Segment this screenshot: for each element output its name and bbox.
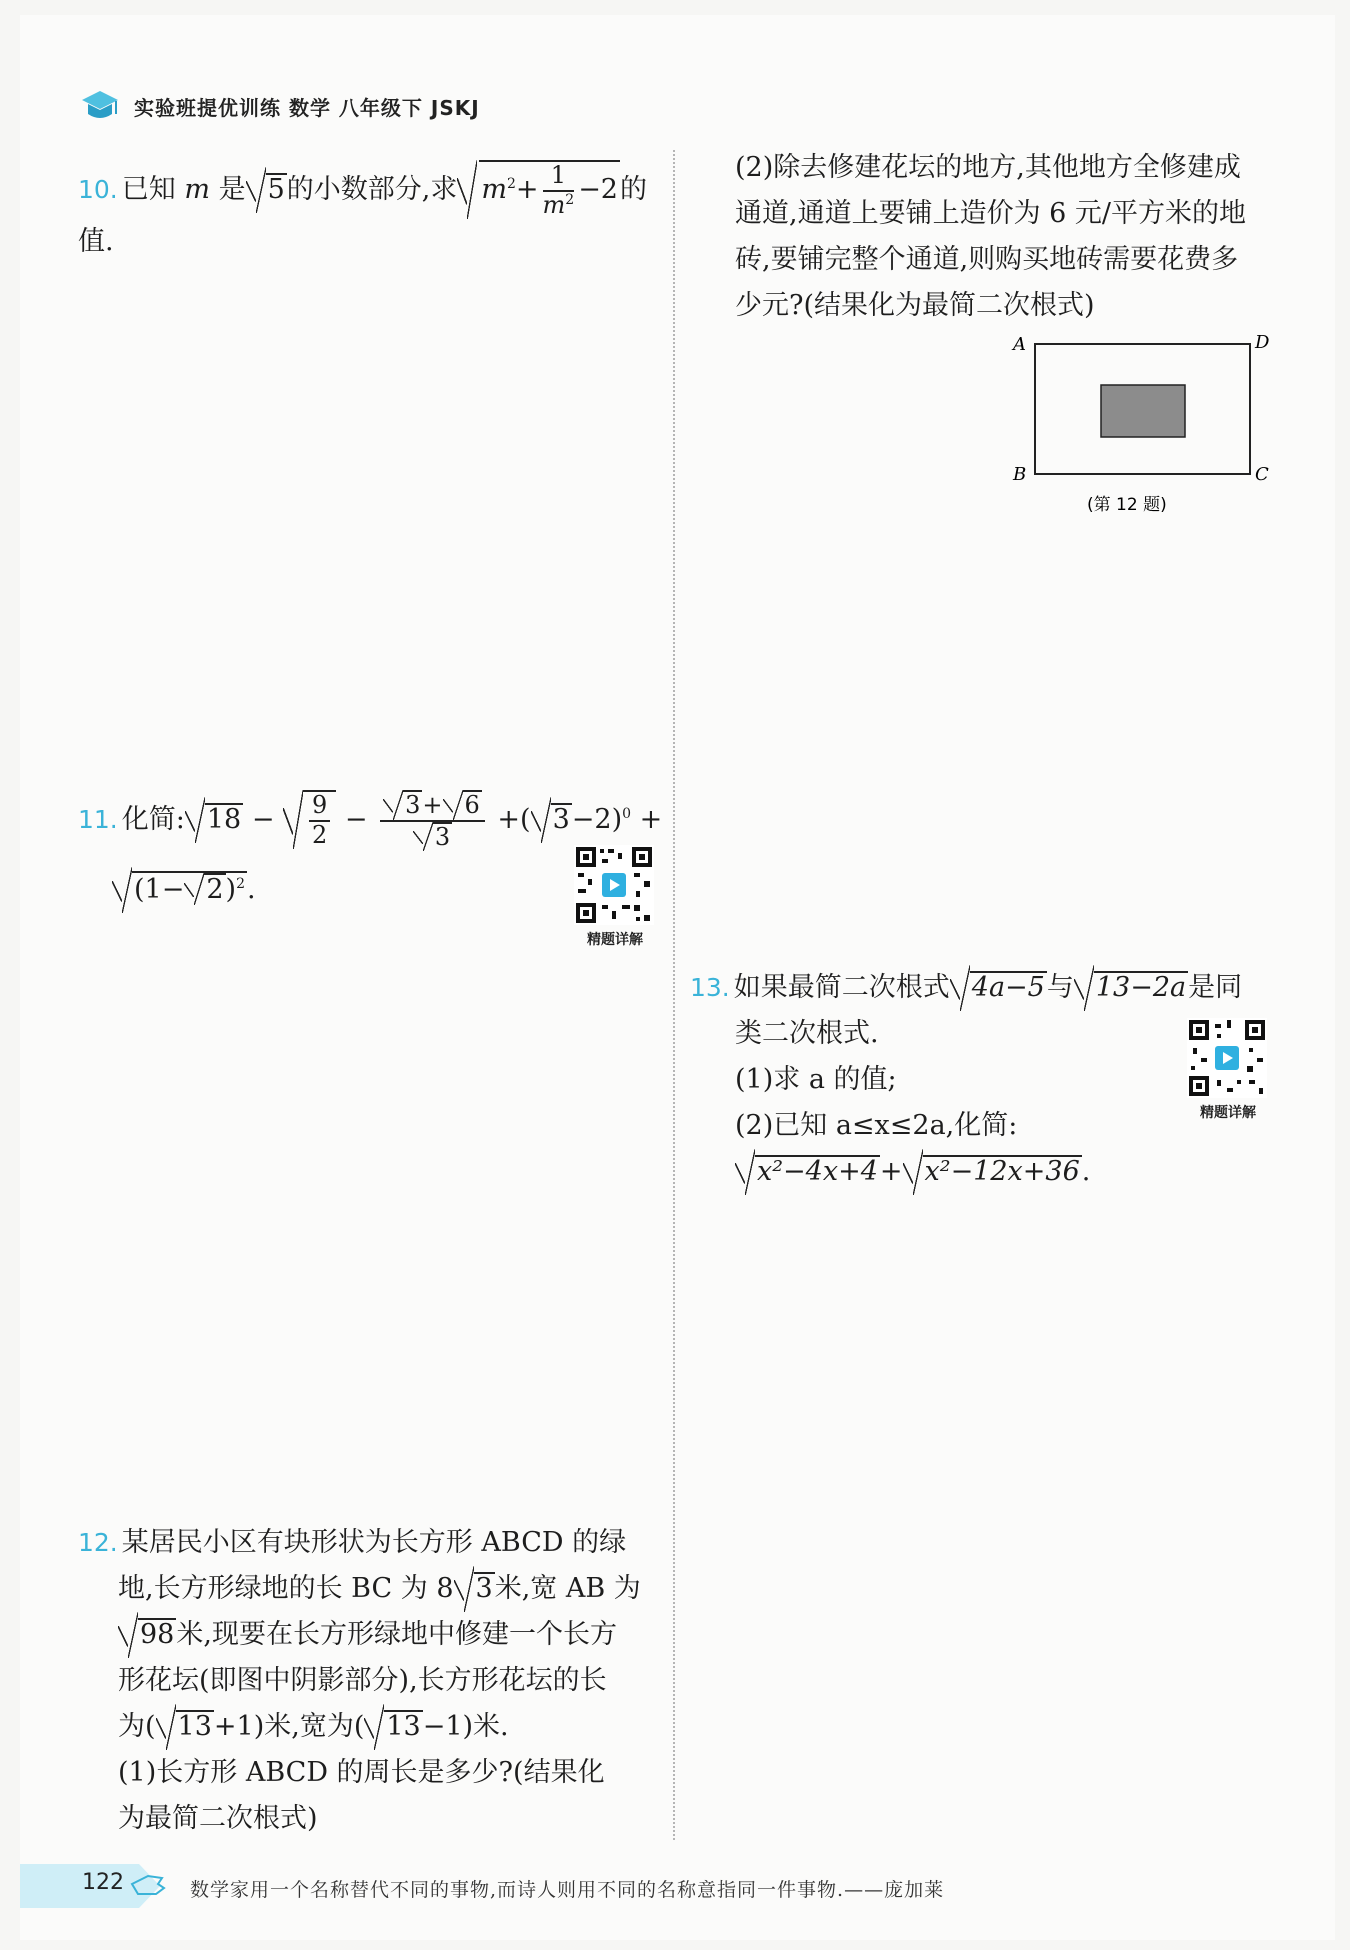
qr-code-icon [574,845,654,925]
qr-code-link[interactable] [574,845,656,949]
hand-pointer-icon [128,1866,168,1906]
qr-label: 精题详解 [1200,1105,1256,1121]
qr-code-link[interactable] [1187,1018,1269,1122]
problem-number: 12. [78,1528,118,1557]
text: 是 [218,174,246,206]
footer-quote: 数学家用一个名称替代不同的事物,而诗人则用不同的名称意指同一件事物.——庞加莱 [190,1879,945,1901]
text: 已知 [121,174,176,206]
figure-caption: (第 12 题) [1087,495,1167,515]
radical: 5 [246,167,287,213]
label-C: C [1255,464,1269,485]
label-B: B [1013,464,1027,485]
graduation-cap-icon [78,86,122,126]
radical: 18 [185,797,243,843]
problem-12: 12. 某居民小区有块形状为长方形 ABCD 的绿 地,长方形绿地的长 BC 为 8 3米,宽 AB 为 98米,现要在长方形绿地中修建一个长方 形花坛(即图中阴影部分),长方形花坛的长 为( 13+1)米,宽为( 13−1)米. (1)长方形 ABCD 的周长是多少?(结果化 为最简二次根式) [78,1527,641,1834]
qr-code-icon [1187,1018,1267,1098]
text: 的值. [78,174,647,258]
label-D: D [1255,332,1270,353]
problem-12-part-2: (2)除去修建花坛的地方,其他地方全修建成 通道,通道上要铺上造价为 6 元/平方米的地 砖,要铺完整个通道,则购买地砖需要花费多 少元?(结果化为最简二次根式) [735,152,1247,321]
math-var: m [184,174,210,206]
qr-label: 精题详解 [587,932,643,948]
problem-13: 13. 如果最简二次根式 4a−5与 13−2a是同 类二次根式. (1)求 a 的值; (2)已知 a≤x≤2a,化简: x²−4x+4+ x²−12x+36. [690,965,1290,1195]
problem-11: 11. 化简: 18 − $\frac{9}{2}$ − $\frac{3+ 6}{3}$ +( 3−2)$^0$ + $(1- 2)^2$. [78,790,678,913]
problem-10 [78,160,678,265]
fraction: $\frac{3+ 6}{3}$ [380,790,485,851]
shaded-flowerbed [1101,385,1185,437]
text: 的小数部分,求 [286,174,458,206]
rectangle-figure [1005,330,1280,530]
radical: $m^2+$ $\frac{1}{m^2}$ −2 [457,160,620,219]
label-A: A [1013,334,1026,355]
problem-number: 11. [78,805,118,835]
book-title: 实验班提优训练 数学 八年级下 JSKJ [134,95,480,120]
column-divider [673,150,675,1840]
problem-11-line2: $(1- 2)^2$. [112,867,678,913]
problem-number: 13. [690,973,730,1002]
radical: $\frac{9}{2}$ [283,790,336,849]
page-number: 122 [82,1870,124,1895]
page-header [78,84,480,128]
problem-number: 10. [78,175,118,205]
fraction: $\frac{1}{m^2}$ [542,161,575,219]
